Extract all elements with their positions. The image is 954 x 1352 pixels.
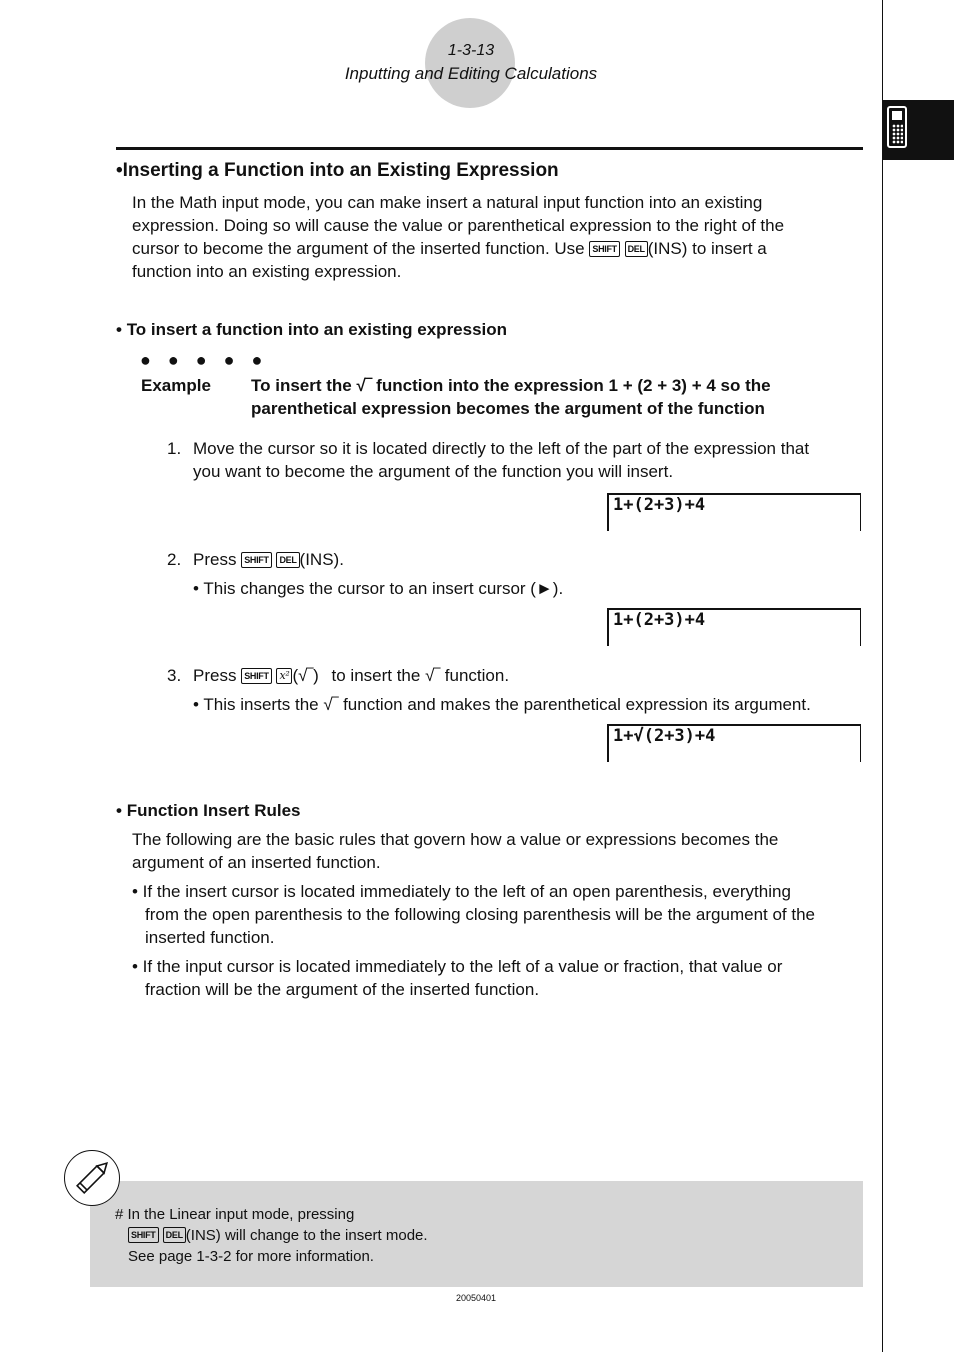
rules-line: The following are the basic rules that govern how a value or expressions becomes the — [132, 830, 779, 849]
screen-expression: 1+√(2+3)+4 — [613, 726, 716, 746]
page-number: 1-3-13 — [447, 42, 495, 59]
rule-1 — [132, 880, 872, 949]
rule-2 — [132, 955, 872, 1001]
intro-line: cursor to become the argument of the inserted function. Use SHIFT DEL (INS) to insert a — [132, 239, 767, 258]
rules-line: from the open parenthesis to the following closing parenthesis will be the argument of the — [145, 905, 816, 924]
screen-expression: 1+(2+3)+4 — [613, 495, 706, 515]
shift-key-icon: SHIFT — [128, 1227, 159, 1243]
shift-key-icon: SHIFT — [241, 552, 272, 568]
footer-code: 20050401 — [455, 1293, 497, 1303]
example-description — [251, 374, 851, 420]
step-number: 2. — [167, 550, 182, 569]
step-line: you want to become the argument of the function you will insert. — [193, 462, 674, 481]
rules-intro — [132, 828, 872, 874]
intro-line: function into an existing expression. — [132, 262, 402, 281]
example-dots: ● ● ● ● ● — [140, 350, 269, 370]
header-circle-decoration — [425, 18, 515, 108]
calculator-screen-1 — [607, 493, 861, 531]
pencil-icon — [64, 1150, 120, 1206]
example-label: Example — [141, 376, 211, 395]
rules-line: argument of an inserted function. — [132, 853, 381, 872]
step-1-text — [193, 437, 863, 483]
rules-line: • If the input cursor is located immediately to the left of a value or fraction, that value or — [132, 957, 783, 976]
step-3-text: Press SHIFT x² (√‾) to insert the √‾ function. — [193, 666, 510, 685]
bullet-icon: • — [116, 801, 122, 820]
procedure-heading: • To insert a function into an existing expression — [116, 320, 508, 339]
step-line: Move the cursor so it is located directly to the left of the part of the expression that — [193, 439, 810, 458]
shift-key-icon: SHIFT — [589, 241, 620, 257]
note-line: SHIFT DEL (INS) will change to the insert mode. — [115, 1225, 428, 1246]
bullet-icon: • — [116, 160, 123, 181]
note-text — [115, 1204, 428, 1267]
section-header-title: Inputting and Editing Calculations — [344, 64, 598, 83]
intro-line: expression. Doing so will cause the value or parenthetical expression to the right of the — [132, 216, 785, 235]
calculator-icon — [887, 106, 907, 148]
note-line: # In the Linear input mode, pressing — [115, 1206, 355, 1223]
step-3-bullet: • This inserts the √‾ function and makes the parenthetical expression its argument. — [193, 695, 811, 714]
x-squared-key-icon: x² — [276, 668, 292, 684]
del-key-icon: DEL — [163, 1227, 186, 1243]
section-intro — [132, 191, 872, 283]
rules-line: • If the insert cursor is located immediately to the left of an open parenthesis, everything — [132, 882, 791, 901]
shift-key-icon: SHIFT — [241, 668, 272, 684]
bullet-icon: • — [116, 320, 122, 339]
example-line: parenthetical expression becomes the argument of the function — [251, 399, 765, 418]
screen-expression: 1+(2+3)+4 — [613, 610, 706, 630]
rules-line: fraction will be the argument of the inserted function. — [145, 980, 540, 999]
section-title: •Inserting a Function into an Existing Expression — [116, 160, 559, 181]
chapter-tab — [882, 100, 954, 160]
calculator-screen-3 — [607, 724, 861, 762]
calculator-screen-2 — [607, 608, 861, 646]
example-line: To insert the √‾ function into the expression 1 + (2 + 3) + 4 so the — [251, 376, 771, 395]
intro-line: In the Math input mode, you can make insert a natural input function into an existing — [132, 193, 763, 212]
step-number: 1. — [167, 439, 182, 458]
del-key-icon: DEL — [276, 552, 299, 568]
step-2-text: Press SHIFT DEL (INS). — [193, 550, 344, 569]
step-2-bullet: • This changes the cursor to an insert cursor (►). — [193, 579, 564, 598]
rules-line: inserted function. — [145, 928, 275, 947]
del-key-icon: DEL — [625, 241, 648, 257]
top-rule — [116, 147, 863, 150]
sqrt-symbol: (√‾) — [292, 666, 319, 685]
step-number: 3. — [167, 666, 182, 685]
right-margin-line — [882, 0, 883, 1352]
rules-heading: • Function Insert Rules — [116, 801, 301, 820]
note-line: See page 1-3-2 for more information. — [128, 1248, 374, 1265]
